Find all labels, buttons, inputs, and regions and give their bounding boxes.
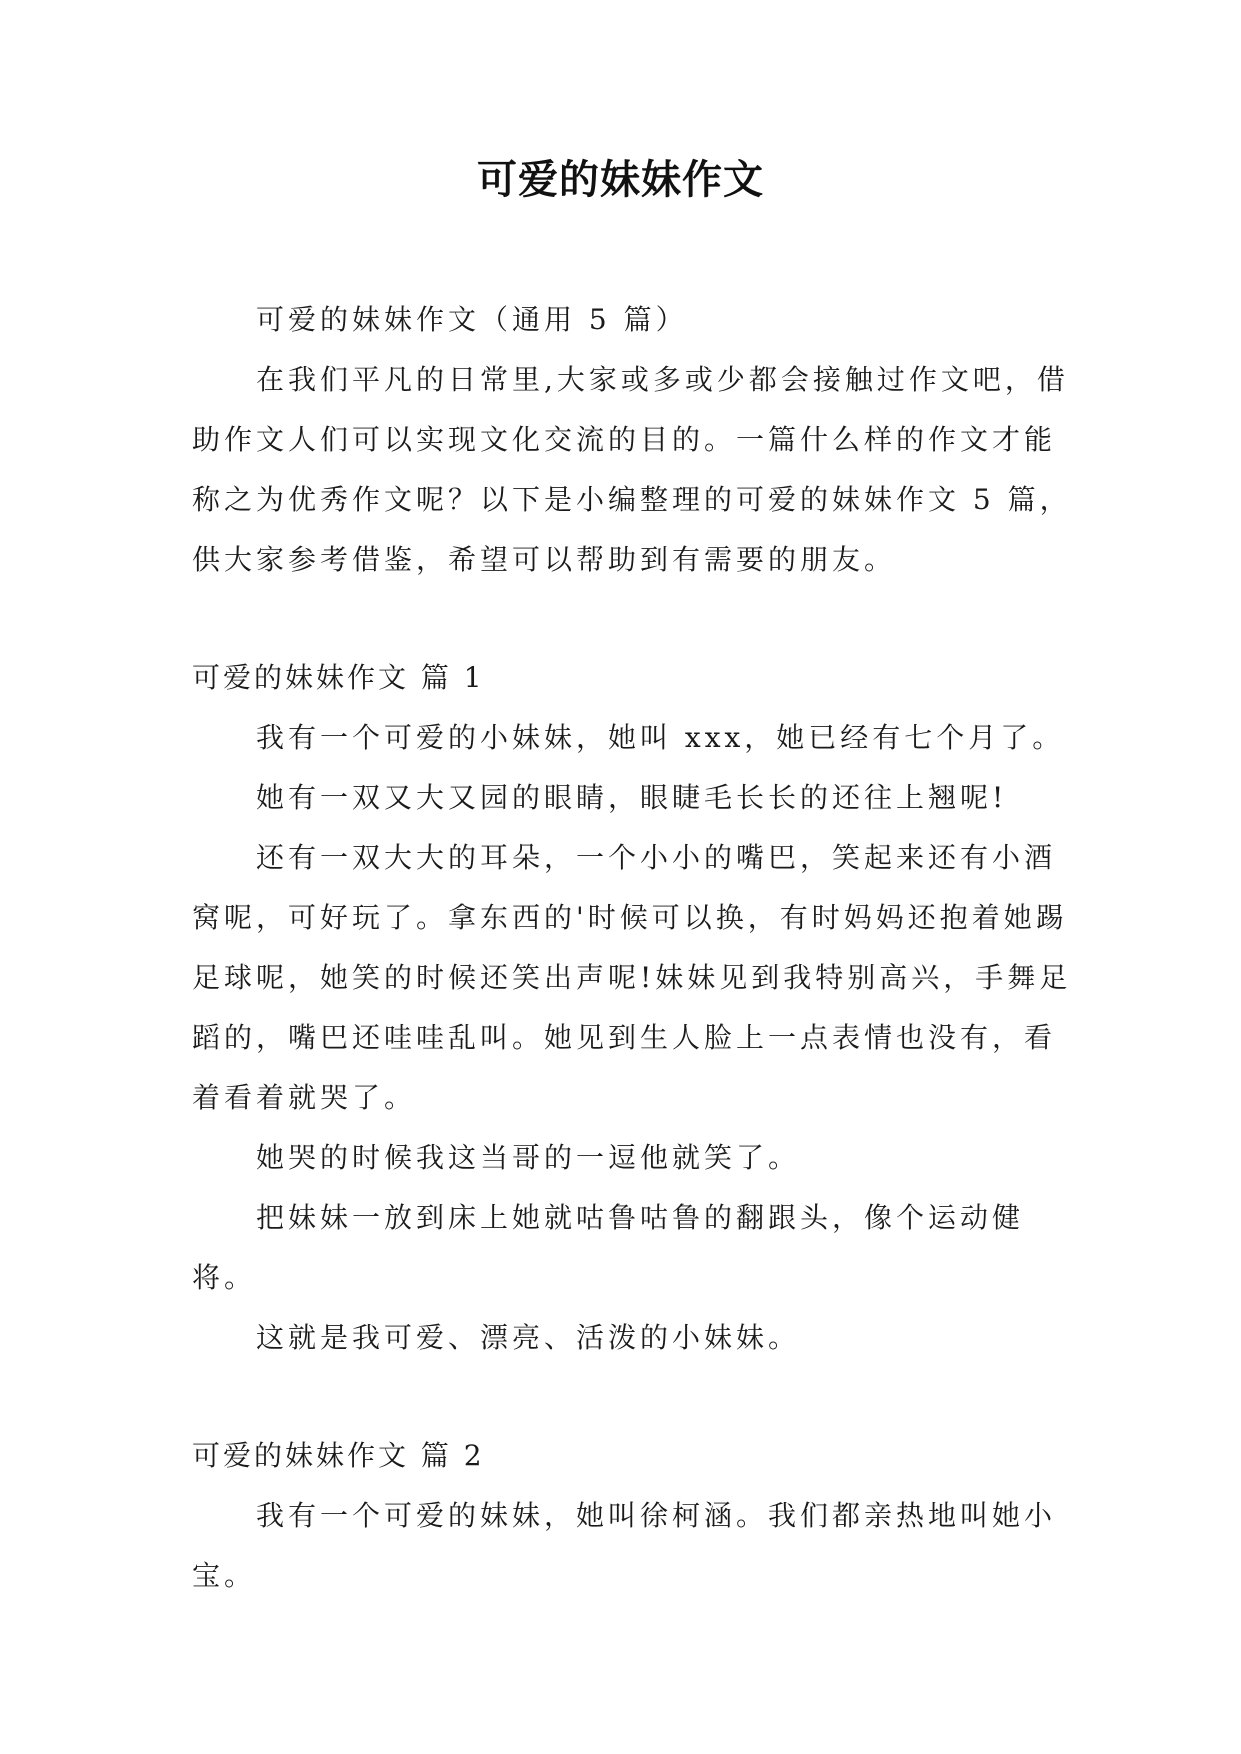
section-1-paragraph: 把妹妹一放到床上她就咕鲁咕鲁的翻跟头，像个运动健将。 <box>192 1201 1025 1294</box>
section-1-paragraph: 这就是我可爱、漂亮、活泼的小妹妹。 <box>256 1321 801 1354</box>
document-title: 可爱的妹妹作文 <box>477 156 764 203</box>
section-spacer <box>192 1368 1072 1426</box>
intro-subtitle: 可爱的妹妹作文（通用 5 篇） <box>256 303 688 336</box>
section-1-paragraph: 我有一个可爱的小妹妹，她叫 xxx，她已经有七个月了。 <box>256 721 1065 754</box>
document-body <box>192 290 1072 1606</box>
section-2-paragraph: 我有一个可爱的妹妹，她叫徐柯涵。我们都亲热地叫她小宝。 <box>192 1499 1057 1592</box>
section-1-paragraph: 还有一双大大的耳朵，一个小小的嘴巴，笑起来还有小酒窝呢，可好玩了。拿东西的'时候可以换，有时妈妈还抱着她踢足球呢，她笑的时候还笑出声呢!妹妹见到我特别高兴，手舞足蹈的，嘴巴还哇哇乱叫。她见到生人脸上一点表情也没有，看着看着就哭了。 <box>192 841 1072 1114</box>
section-1-heading: 可爱的妹妹作文 篇 1 <box>192 661 485 694</box>
section-spacer <box>192 590 1072 648</box>
section-1-paragraph: 她有一双又大又园的眼睛，眼睫毛长长的还往上翘呢! <box>256 781 1008 814</box>
section-2-heading: 可爱的妹妹作文 篇 2 <box>192 1439 485 1472</box>
intro-paragraph: 在我们平凡的日常里,大家或多或少都会接触过作文吧，借助作文人们可以实现文化交流的目的。一篇什么样的作文才能称之为优秀作文呢？以下是小编整理的可爱的妹妹作文 5 篇，供大家参考借鉴，希望可以帮助到有需要的朋友。 <box>192 363 1072 576</box>
section-1-paragraph: 她哭的时候我这当哥的一逗他就笑了。 <box>256 1141 801 1174</box>
